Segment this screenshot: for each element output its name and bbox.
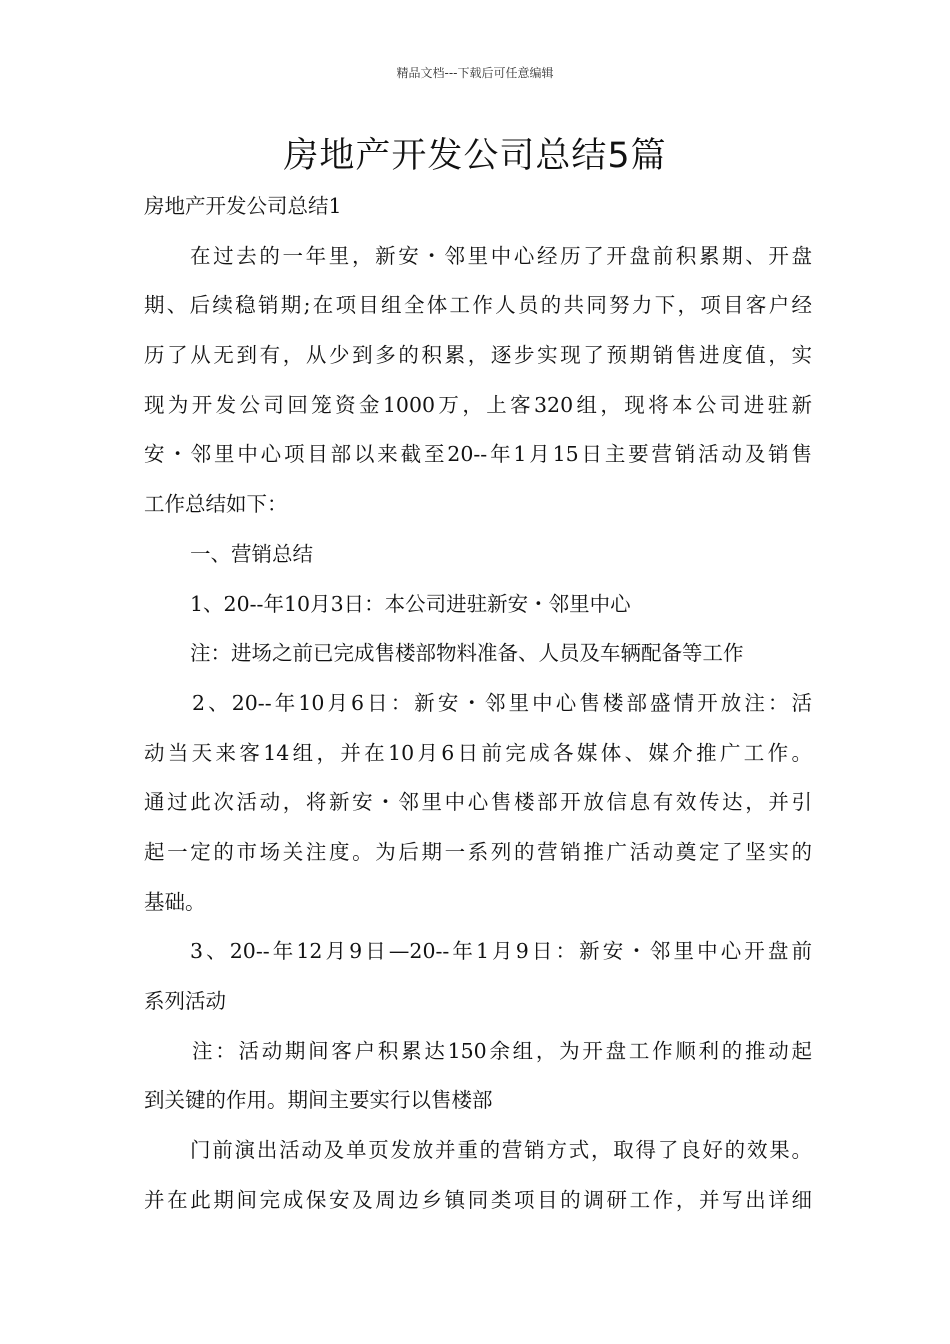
paragraph-line: 3、20--年12月9日—20--年1月9日：新安・邻里中心开盘前 (190, 939, 812, 964)
paragraph-line: 1、20--年10月3日：本公司进驻新安・邻里中心 (190, 591, 631, 616)
paragraph-line: 通过此次活动，将新安・邻里中心售楼部开放信息有效传达，并引 (144, 790, 812, 815)
paragraph-line: 历了从无到有，从少到多的积累，逐步实现了预期销售进度值，实 (144, 343, 812, 368)
section-heading: 房地产开发公司总结1 (144, 194, 342, 218)
paragraph-line: 工作总结如下： (144, 492, 288, 517)
paragraph-line: 期、后续稳销期;在项目组全体工作人员的共同努力下，项目客户经 (144, 293, 812, 318)
document-body (144, 182, 812, 1225)
paragraph-line: 起一定的市场关注度。为后期一系列的营销推广活动奠定了坚实的 (144, 839, 812, 864)
paragraph-line: 并在此期间完成保安及周边乡镇同类项目的调研工作，并写出详细 (144, 1187, 812, 1212)
paragraph-line: 基础。 (144, 889, 206, 914)
paragraph-line: 到关键的作用。期间主要实行以售楼部 (144, 1088, 493, 1113)
paragraph-line: 注：进场之前已完成售楼部物料准备、人员及车辆配备等工作 (190, 641, 744, 666)
paragraph-line: 现为开发公司回笼资金1000万，上客320组，现将本公司进驻新 (144, 392, 812, 417)
subsection-heading: 一、营销总结 (190, 541, 313, 566)
paragraph-line: 安・邻里中心项目部以来截至20--年1月15日主要营销活动及销售 (144, 442, 812, 467)
document-title: 房地产开发公司总结5篇 (283, 136, 667, 176)
paragraph-line: 注：活动期间客户积累达150余组，为开盘工作顺利的推动起 (192, 1038, 812, 1063)
paragraph-line: 在过去的一年里，新安・邻里中心经历了开盘前积累期、开盘 (190, 243, 812, 268)
paragraph-line: 系列活动 (144, 989, 226, 1013)
paragraph-line: 2、20--年10月6日：新安・邻里中心售楼部盛情开放注：活 (192, 690, 812, 715)
paragraph-line: 动当天来客14组，并在10月6日前完成各媒体、媒介推广工作。 (144, 740, 812, 765)
paragraph-line: 门前演出活动及单页发放并重的营销方式，取得了良好的效果。 (190, 1138, 812, 1163)
header-note: 精品文档---下载后可任意编辑 (396, 66, 554, 80)
